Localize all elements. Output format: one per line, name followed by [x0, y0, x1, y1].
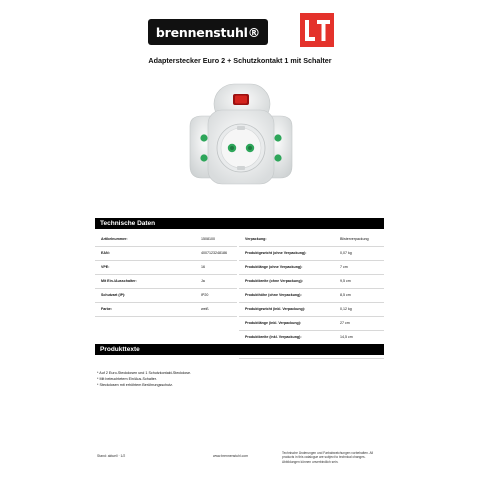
spec-label: Verpackung: — [245, 237, 267, 241]
right-euro-hole-bottom — [274, 154, 281, 161]
spec-label: Produktbreite (inkl. Verpackung): — [245, 335, 302, 339]
spec-value: 9,5 cm — [340, 279, 351, 283]
spec-value: Ja — [201, 279, 205, 283]
spec-row — [95, 233, 237, 247]
adapter-plug-image — [186, 82, 296, 192]
section-product-texts: Produkttexte — [95, 344, 384, 355]
spec-row — [95, 261, 237, 275]
spec-label: Produktgewicht (inkl. Verpackung): — [245, 307, 306, 311]
brennenstuhl-logo — [148, 19, 268, 45]
spec-value: 27 cm — [340, 321, 350, 325]
disclaimer-line: products in this catalogue are subject to technical changes. — [282, 455, 366, 460]
brand-wordmark: brennenstuhl® — [155, 24, 261, 40]
spec-label: Produktlänge (inkl. Verpackung): — [245, 321, 302, 325]
disclaimer-line: Abbildungen können unverbindlich sein. — [282, 459, 339, 464]
spec-label: Produkthöhe (ohne Verpackung): — [245, 293, 302, 297]
spec-label: EAN: — [101, 251, 110, 255]
spec-label: Farbe: — [101, 307, 112, 311]
spec-row — [239, 261, 384, 275]
right-euro-hole-top — [274, 134, 281, 141]
spec-value: 0,07 kg — [340, 251, 352, 255]
spec-label: VPE: — [101, 265, 110, 269]
spec-value: IP20 — [201, 293, 209, 297]
spec-label: Produktbreite (ohne Verpackung): — [245, 279, 303, 283]
feature-item: * Auf 2 Euro-Steckdosen und 1 Schutzkontakt-Steckdose. — [97, 371, 192, 375]
left-euro-hole-bottom — [200, 154, 207, 161]
disclaimer-line: Technische Änderungen und Farbabweichungen vorbehalten. All — [282, 451, 374, 455]
left-euro-hole-top — [200, 134, 207, 141]
spec-row — [95, 303, 237, 317]
spec-value: Blisterverpackung — [340, 237, 369, 241]
spec-value: 4007123248186 — [201, 251, 227, 255]
spec-row — [239, 247, 384, 261]
spec-row — [239, 289, 384, 303]
spec-label: Produktlänge (ohne Verpackung): — [245, 265, 303, 269]
feature-item: * Mit beleuchtetem Ein/Aus-Schalter. — [97, 377, 157, 382]
spec-value: 16 — [201, 265, 205, 269]
spec-row — [239, 233, 384, 247]
spec-row — [239, 331, 384, 345]
lt-logo — [300, 13, 334, 47]
spec-label: Produktgewicht (ohne Verpackung): — [245, 251, 307, 255]
power-switch-face — [235, 96, 247, 104]
spec-label: Schutzart (IP): — [101, 293, 126, 297]
section-technical-data: Technische Daten — [95, 218, 384, 229]
schuko-earth-clip-bottom — [237, 166, 245, 170]
spec-value: weiß — [201, 307, 209, 311]
feature-list — [97, 370, 191, 389]
spec-row — [239, 317, 384, 331]
spec-value: 14,5 cm — [340, 335, 353, 339]
footer-disclaimer — [282, 451, 373, 464]
spec-row — [95, 289, 237, 303]
spec-value: 8,5 cm — [340, 293, 351, 297]
spec-row — [95, 275, 237, 289]
spec-label: Mit Ein-/Ausschalter: — [101, 279, 137, 283]
document-title: Adapterstecker Euro 2 + Schutzkontakt 1 mit Schalter — [148, 56, 332, 65]
spec-row — [239, 303, 384, 317]
spec-row — [239, 275, 384, 289]
feature-item: * Steckdosen mit erhöhtem Berührungsschutz. — [97, 383, 174, 388]
footer-website: www.brennenstuhl.com — [213, 454, 249, 458]
footer-status: Stand: aktuell · 1/2 — [97, 454, 126, 458]
spec-row — [95, 247, 237, 261]
spec-label: Artikelnummer: — [101, 237, 128, 241]
spec-value: 1508100 — [201, 237, 215, 241]
schuko-earth-clip-top — [237, 126, 245, 130]
spec-value: 0,12 kg — [340, 307, 352, 311]
spec-value: 7 cm — [340, 265, 348, 269]
